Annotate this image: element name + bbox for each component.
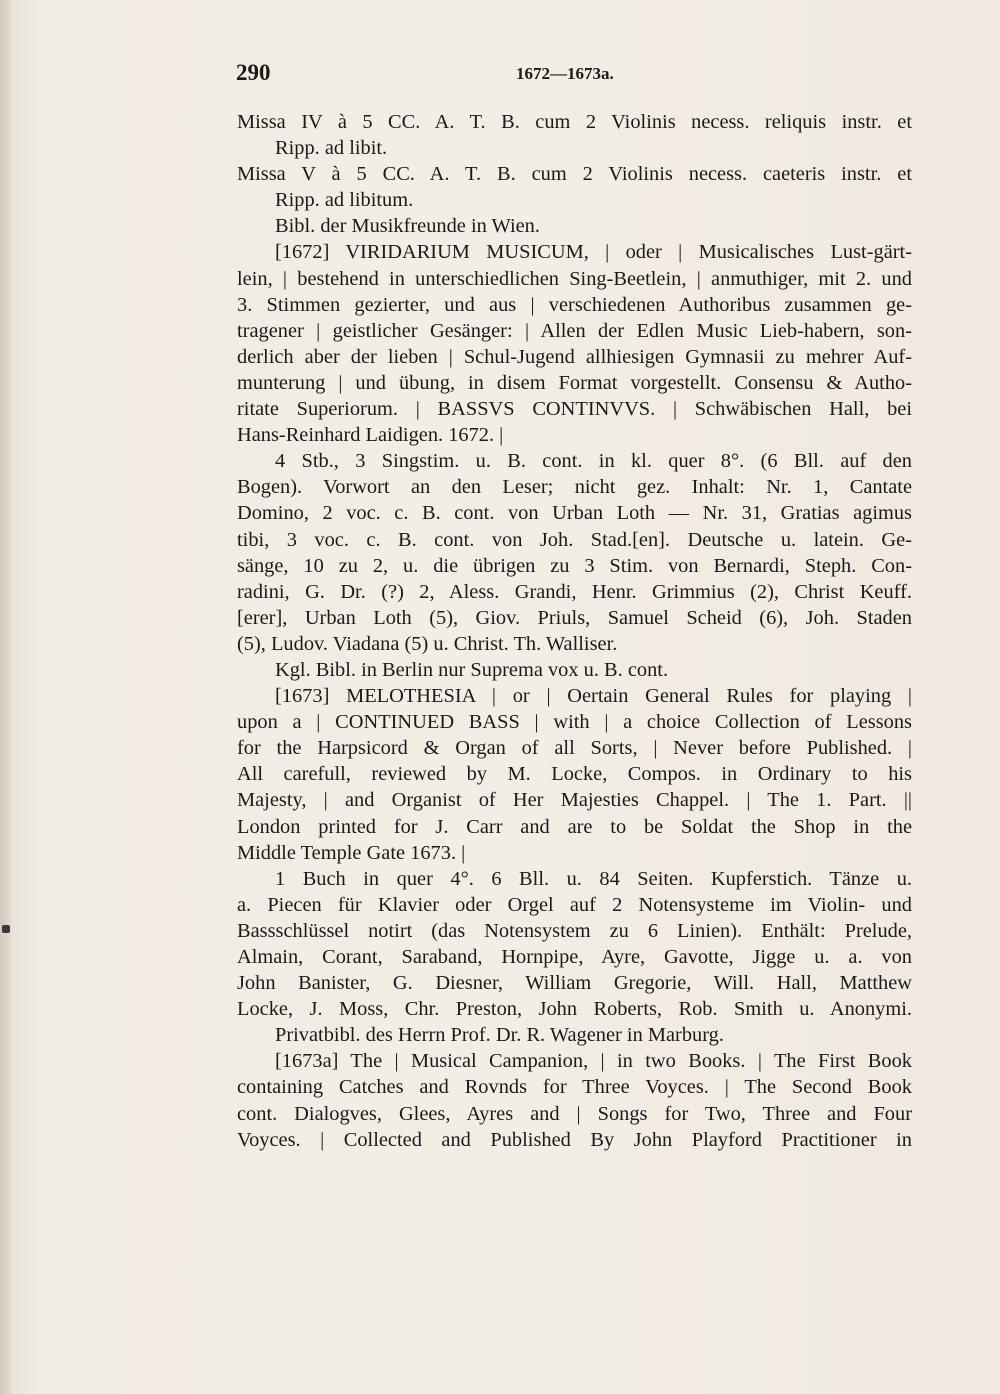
text-line: upon a | CONTINUED BASS | with | a choice Collection of Lessons <box>237 711 912 734</box>
text-line: Bogen). Vorwort an den Leser; nicht gez. Inhalt: Nr. 1, Cantate <box>237 476 912 499</box>
text-line: munterung | und übung, in disem Format vorgestellt. Consensu & Autho- <box>237 371 912 394</box>
text-line: Almain, Corant, Saraband, Hornpipe, Ayre, Gavotte, Jigge u. a. von <box>237 946 912 968</box>
text-line: sänge, 10 zu 2, u. die übrigen zu 3 Stim. von Bernardi, Steph. Con- <box>237 554 912 577</box>
page-edge-shadow <box>0 0 14 1394</box>
text-line: [1673] MELOTHESIA | or | Oertain General Rules for playing | <box>275 685 912 708</box>
text-line: Middle Temple Gate 1673. | <box>237 841 466 864</box>
text-line: Hans-Reinhard Laidigen. 1672. | <box>237 424 504 447</box>
text-line: lein, | bestehend in unterschiedlichen Sing-Beetlein, | anmuthiger, mit 2. und <box>237 267 912 290</box>
text-line: ritate Superiorum. | BASSVS CONTINVVS. | Schwäbischen Hall, bei <box>237 398 912 421</box>
text-line: 3. Stimmen gezierter, und aus | verschiedenen Authoribus zusammen ge- <box>237 293 912 316</box>
body-text <box>237 109 912 1153</box>
text-line: a. Piecen für Klavier oder Orgel auf 2 Notensysteme im Violin- und <box>237 893 912 916</box>
text-line: cont. Dialogves, Glees, Ayres and | Songs for Two, Three and Four <box>237 1102 912 1125</box>
text-line: derlich aber der lieben | Schul-Jugend allhiesigen Gymnasii zu mehrer Auf- <box>237 345 912 368</box>
text-line: London printed for J. Carr and are to be Soldat the Shop in the <box>237 815 912 838</box>
text-line: Bassschlüssel notirt (das Notensystem zu 6 Linien). Enthält: Prelude, <box>237 919 912 942</box>
text-line: Locke, J. Moss, Chr. Preston, John Roberts, Rob. Smith u. Anonymi. <box>237 998 912 1021</box>
running-head: 1672—1673a. <box>516 64 614 83</box>
text-line: (5), Ludov. Viadana (5) u. Christ. Th. Walliser. <box>237 632 618 655</box>
text-line: Kgl. Bibl. in Berlin nur Suprema vox u. B. cont. <box>275 658 669 681</box>
text-line: for the Harpsicord & Organ of all Sorts, | Never before Published. | <box>237 737 912 760</box>
text-line: Bibl. der Musikfreunde in Wien. <box>275 215 540 238</box>
text-line: 1 Buch in quer 4°. 6 Bll. u. 84 Seiten. Kupferstich. Tänze u. <box>275 867 912 890</box>
text-line: Privatbibl. des Herrn Prof. Dr. R. Wagener in Marburg. <box>275 1024 724 1047</box>
text-line: Missa V à 5 CC. A. T. B. cum 2 Violinis necess. caeteris instr. et <box>237 163 912 186</box>
page-number: 290 <box>236 60 271 85</box>
text-line: Ripp. ad libitum. <box>275 189 414 212</box>
text-line: 4 Stb., 3 Singstim. u. B. cont. in kl. quer 8°. (6 Bll. auf den <box>275 450 912 473</box>
text-line: Ripp. ad libit. <box>275 137 388 160</box>
text-line: radini, G. Dr. (?) 2, Aless. Grandi, Henr. Grimmius (2), Christ Keuff. <box>237 580 912 603</box>
text-line: [erer], Urban Loth (5), Giov. Priuls, Samuel Scheid (6), Joh. Staden <box>237 606 912 629</box>
text-line: tragener | geistlicher Gesänger: | Allen der Edlen Music Lieb-habern, son- <box>237 319 912 342</box>
text-line: [1673a] The | Musical Campanion, | in two Books. | The First Book <box>275 1050 912 1073</box>
text-line: Voyces. | Collected and Published By John Playford Practitioner in <box>237 1128 912 1151</box>
text-line: Majesty, | and Organist of Her Majesties Chappel. | The 1. Part. || <box>237 789 912 812</box>
text-line: John Banister, G. Diesner, William Gregorie, Will. Hall, Matthew <box>237 972 912 995</box>
text-line: All carefull, reviewed by M. Locke, Compos. in Ordinary to his <box>237 763 912 786</box>
page-header <box>236 60 912 96</box>
text-line: Missa IV à 5 CC. A. T. B. cum 2 Violinis necess. reliquis instr. et <box>237 111 912 133</box>
text-line: Domino, 2 voc. c. B. cont. von Urban Loth — Nr. 31, Gratias agimus <box>237 502 912 525</box>
text-line: [1672] VIRIDARIUM MUSICUM, | oder | Musicalisches Lust-gärt- <box>275 241 912 264</box>
text-line: containing Catches and Rovnds for Three Voyces. | The Second Book <box>237 1076 912 1099</box>
text-line: tibi, 3 voc. c. B. cont. von Joh. Stad.[en]. Deutsche u. latein. Ge- <box>237 528 912 551</box>
margin-mark <box>2 925 10 933</box>
